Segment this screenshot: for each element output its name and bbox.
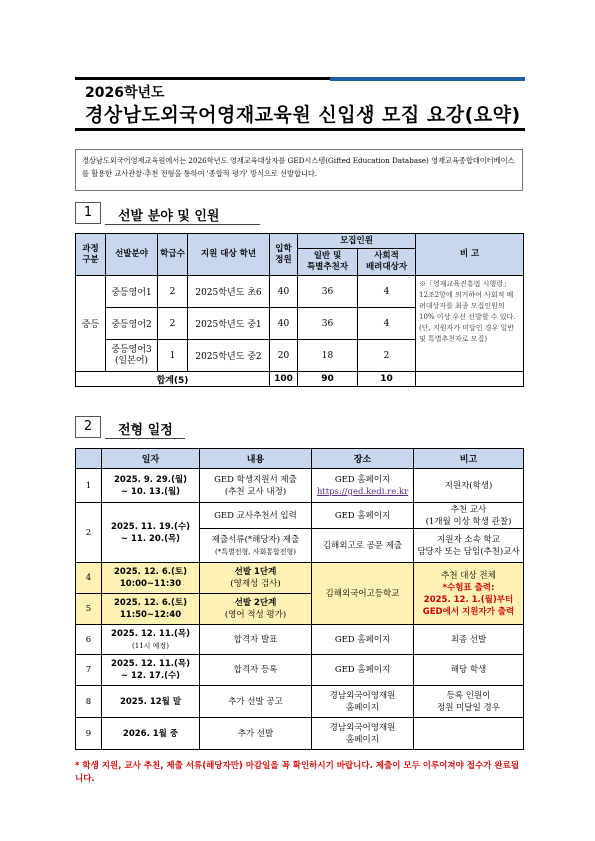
table-row: [76, 276, 524, 308]
col-remark: 비 고: [416, 234, 524, 276]
content-note: (영어 적성 평가): [224, 610, 287, 620]
footer-notice: * 학생 지원, 교사 추천, 제출 서류(해당자만) 마감일을 꼭 확인하시기 바랍니다. 제출이 모두 이루어져야 접수가 완료됩니다.: [75, 761, 520, 784]
date-cell: 2025. 12. 11.(목) ~ 12. 17.(수): [102, 655, 200, 686]
field-cell: 중등영어2: [106, 308, 158, 340]
col-field: 선발분야: [106, 234, 158, 276]
content-text: 선발 2단계: [234, 598, 277, 608]
social-cell: 2: [358, 340, 416, 372]
classes-cell: 2: [158, 276, 188, 308]
place-cell: GED 홈페이지: [312, 625, 414, 655]
row-number: 8: [76, 686, 102, 718]
total-row: [76, 372, 524, 387]
table-row: [76, 686, 524, 718]
section2-underline: [105, 438, 185, 439]
row-number: 1: [76, 469, 102, 503]
remark-cell: 지원자 소속 학교 담당자 또는 담임(추천)교사: [414, 529, 524, 563]
content-note: (*특별전형, 사회통합전형): [214, 547, 297, 556]
col-grade: 지원 대상 학년: [188, 234, 270, 276]
date-cell: 2025. 12. 6.(토) 10:00~11:30: [102, 563, 200, 594]
row-number: 4: [76, 563, 102, 594]
intro-box: 경상남도외국어영재교육원에서는 2026학년도 영재교육대상자를 GED시스템(Gifted Education Database) 영재교육종합데이터베이스를 활용한 교사관찰·추천 전형을 통하여 '종합적 평가' 방식으로 선발합니다.: [75, 149, 523, 191]
content-cell: 합격자 발표: [200, 625, 312, 655]
place-text: GED 홈페이지: [334, 474, 391, 485]
col-no: [76, 449, 102, 469]
header-year: 2026학년도: [85, 85, 165, 101]
header-bottom-rule: [75, 128, 525, 131]
row-number: 5: [76, 594, 102, 625]
content-cell: GED 학생지원서 제출 (추천 교사 내정): [200, 469, 312, 503]
table-row: [76, 469, 524, 503]
content-cell: [200, 563, 312, 594]
col-quota: 입학 정원: [270, 234, 298, 276]
row-number: 6: [76, 625, 102, 655]
place-cell: GED 홈페이지: [312, 503, 414, 529]
total-label: 합계(5): [76, 372, 270, 387]
col-content: 내용: [200, 449, 312, 469]
date-text: 2025. 12. 11.(목): [111, 628, 190, 639]
remark-cell: 최종 선발: [414, 625, 524, 655]
table-row: [76, 563, 524, 594]
remark-note: ※「영재교육진흥법 시행령」 12조2항에 의거하여 사회적 배려대상자를 최종 모집인원의 10% 이상 우선 선발할 수 있다. (단, 지원자가 미달인 경우 일반 및 특별추천자로 모집): [416, 276, 524, 372]
date-cell: 2025. 12. 6.(토) 11:50~12:40: [102, 594, 200, 625]
date-cell: 2025. 11. 19.(수) ~ 11. 20.(목): [102, 503, 200, 563]
place-cell: [312, 469, 414, 503]
content-cell: GED 교사추천서 입력: [200, 503, 312, 529]
header-accent-rule: [330, 77, 525, 81]
col-remark: 비고: [414, 449, 524, 469]
remark-cell: [414, 718, 524, 750]
table-row: [76, 503, 524, 529]
page-title: 경상남도외국어영재교육원 신입생 모집 요강(요약): [85, 104, 521, 126]
col-recruit: 모집인원: [298, 234, 416, 249]
section2-number: 2: [75, 416, 101, 438]
quota-cell: 20: [270, 340, 298, 372]
col-course: 과정 구분: [76, 234, 106, 276]
col-date: 일자: [102, 449, 200, 469]
remark-text: 추천 대상 전체: [441, 570, 496, 581]
col-place: 장소: [312, 449, 414, 469]
date-note: (11시 예정): [132, 641, 169, 650]
table-row: [76, 625, 524, 655]
section1-underline: [105, 224, 260, 225]
grade-cell: 2025학년도 초6: [188, 276, 270, 308]
schedule-table: [75, 448, 524, 750]
col-classes: 학급수: [158, 234, 188, 276]
social-cell: 4: [358, 308, 416, 340]
col-general: 일반 및 특별추천자: [298, 249, 358, 276]
quota-cell: 40: [270, 276, 298, 308]
date-cell: 2025. 9. 29.(월) ~ 10. 13.(월): [102, 469, 200, 503]
content-cell: [200, 594, 312, 625]
place-cell: 경남외국어영재원 홈페이지: [312, 686, 414, 718]
total-general: 90: [298, 372, 358, 387]
place-cell: 김해외고로 공문 제출: [312, 529, 414, 563]
row-number: 7: [76, 655, 102, 686]
total-social: 10: [358, 372, 416, 387]
content-text: 제출서류(*해당자) 제출: [211, 534, 300, 545]
remark-cell: [414, 563, 524, 625]
content-cell: 추가 선발 공고: [200, 686, 312, 718]
classes-cell: 2: [158, 308, 188, 340]
general-cell: 18: [298, 340, 358, 372]
content-cell: 추가 선발: [200, 718, 312, 750]
date-cell: [102, 625, 200, 655]
date-cell: 2026. 1월 중: [102, 718, 200, 750]
content-cell: 합격자 등록: [200, 655, 312, 686]
classes-cell: 1: [158, 340, 188, 372]
place-cell: 김해외국어고등학교: [312, 563, 414, 625]
grade-cell: 2025학년도 중1: [188, 308, 270, 340]
table-row: [76, 655, 524, 686]
field-cell: 중등영어3 (일본어): [106, 340, 158, 372]
section2-title: 전형 일정: [118, 423, 173, 438]
social-cell: 4: [358, 276, 416, 308]
general-cell: 36: [298, 308, 358, 340]
total-quota: 100: [270, 372, 298, 387]
place-cell: 경남외국어영재원 홈페이지: [312, 718, 414, 750]
selection-table: [75, 233, 524, 387]
total-remark: [416, 372, 524, 387]
remark-cell: 추천 교사 (1개월 이상 학생 관찰): [414, 503, 524, 529]
course-cell: 중등: [76, 276, 106, 372]
row-number: 2: [76, 503, 102, 563]
quota-cell: 40: [270, 308, 298, 340]
ged-link[interactable]: https://ged.kedi.re.kr: [316, 486, 409, 497]
remark-warning: *수험표 출력: 2025. 12. 1.(월)부터 GED에서 지원자가 출력: [422, 582, 515, 617]
content-note: (영재성 검사): [230, 579, 281, 589]
remark-cell: 해당 학생: [414, 655, 524, 686]
section1-number: 1: [75, 202, 101, 224]
general-cell: 36: [298, 276, 358, 308]
grade-cell: 2025학년도 중2: [188, 340, 270, 372]
remark-cell: 지원자(학생): [414, 469, 524, 503]
field-cell: 중등영어1: [106, 276, 158, 308]
row-number: 9: [76, 718, 102, 750]
date-cell: 2025. 12월 말: [102, 686, 200, 718]
table-row: [76, 718, 524, 750]
section1-title: 선발 분야 및 인원: [118, 209, 220, 224]
place-cell: GED 홈페이지: [312, 655, 414, 686]
col-social: 사회적 배려대상자: [358, 249, 416, 276]
content-text: 선발 1단계: [234, 567, 277, 577]
remark-cell: 등록 인원이 정원 미달일 경우: [414, 686, 524, 718]
content-cell: [200, 529, 312, 563]
